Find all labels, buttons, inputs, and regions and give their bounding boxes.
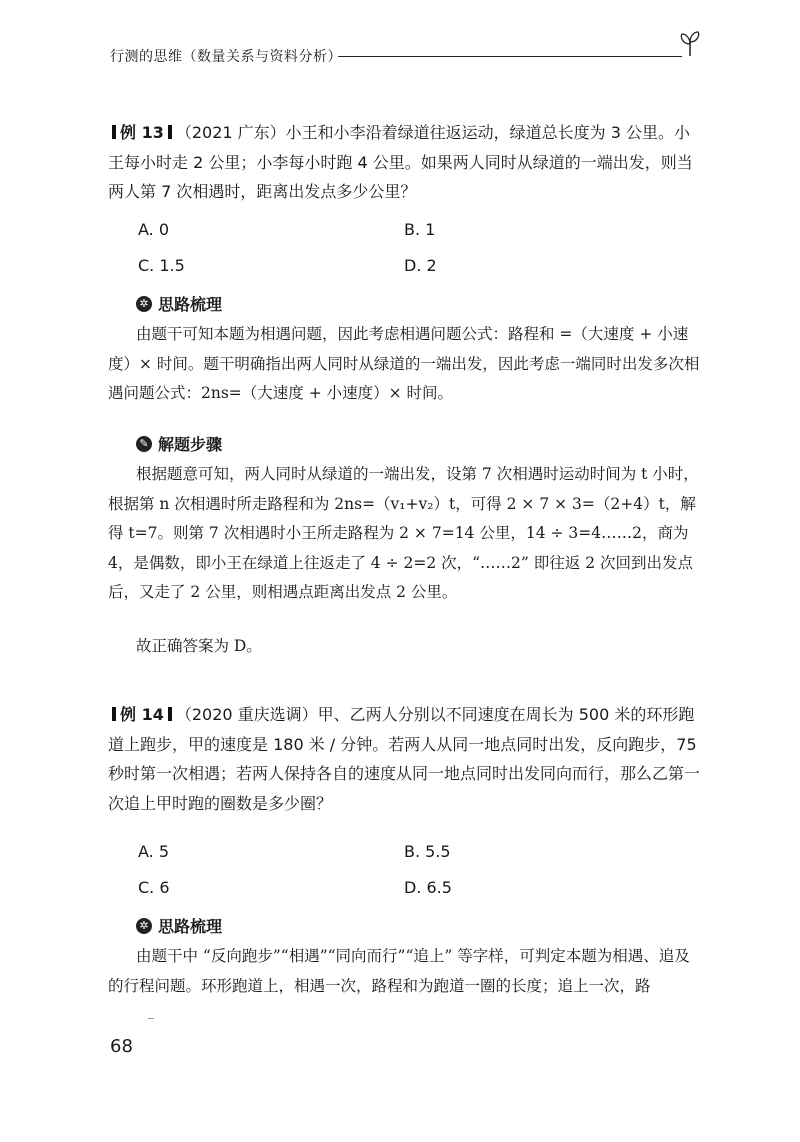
section-thinking-13 xyxy=(136,292,222,315)
example-14-question xyxy=(108,700,704,818)
option-a: A. 5 xyxy=(138,842,170,861)
label-bar-left xyxy=(112,125,116,139)
thinking-text-14: 由题干中 “反向跑步”“相遇”“同向而行”“追上” 等字样，可判定本题为相遇、追及的行程问题。环形跑道上，相遇一次，路程和为跑道一圈的长度；追上一次，路 xyxy=(108,947,690,995)
label-bar-right xyxy=(168,707,172,721)
section-title: 解题步骤 xyxy=(158,435,223,454)
gear-icon: ✲ xyxy=(136,918,152,934)
option-a: A. 0 xyxy=(138,220,170,239)
section-solution-13 xyxy=(136,432,222,455)
example-14-text: 甲、乙两人分别以不同速度在周长为 500 米的环形跑道上跑步，甲的速度是 180 米 / 分钟。若两人从同一地点同时出发，反向跑步，75 秒时第一次相遇；若两人保持各自的速度从同一地点同时出发同向而行，那么乙第一次追上甲时跑的圈数是多少圈？ xyxy=(108,705,701,813)
pen-icon: ✎ xyxy=(136,436,152,452)
thinking-text-13: 由题干可知本题为相遇问题，因此考虑相遇问题公式：路程和 =（大速度 + 小速度）× 时间。题干明确指出两人同时从绿道的一端出发，因此考虑一端同时出发多次相遇问题公式：2ns=（大速度 + 小速度）× 时间。 xyxy=(108,325,700,402)
option-c: C. 1.5 xyxy=(138,256,185,275)
section-title: 思路梳理 xyxy=(158,295,223,314)
example-13-label: 例 13 xyxy=(120,123,164,142)
label-bar-left xyxy=(112,707,116,721)
option-b: B. 1 xyxy=(404,220,436,239)
page-number: 68 xyxy=(110,1036,133,1057)
example-13-question xyxy=(108,118,704,207)
running-header: 行测的思维（数量关系与资料分析） xyxy=(110,49,342,65)
gear-icon: ✲ xyxy=(136,296,152,312)
example-13-text: 小王和小李沿着绿道往返运动，绿道总长度为 3 公里。小王每小时走 2 公里；小李每小时跑 4 公里。如果两人同时从绿道的一端出发，则当两人第 7 次相遇时，距离出发点多少公里？ xyxy=(108,123,693,201)
section-thinking-14 xyxy=(136,914,222,937)
option-c: C. 6 xyxy=(138,878,170,897)
header-rule xyxy=(338,56,682,57)
section-title: 思路梳理 xyxy=(158,917,223,936)
example-13-source: （2021 广东） xyxy=(175,123,286,142)
margin-mark xyxy=(148,1018,154,1019)
label-bar-right xyxy=(168,125,172,139)
example-14-source: （2020 重庆选调） xyxy=(175,705,318,724)
option-d: D. 2 xyxy=(404,256,437,275)
answer-13: 故正确答案为 D。 xyxy=(136,637,262,655)
option-b: B. 5.5 xyxy=(404,842,451,861)
example-14-label: 例 14 xyxy=(120,705,164,724)
sprout-icon xyxy=(676,28,704,58)
solution-text-13: 根据题意可知，两人同时从绿道的一端出发，设第 7 次相遇时运动时间为 t 小时，根据第 n 次相遇时所走路程和为 2ns=（v₁+v₂）t，可得 2 × 7 × 3=（2+4）t，解得 t=7。则第 7 次相遇时小王所走路程为 2 × 7=14 公里，14 ÷ 3=4……2，商为 4，是偶数，即小王在绿道上往返走了 4 ÷ 2=2 次，“……2” 即往返 2 次回到出发点后，又走了 2 公里，则相遇点距离出发点 2 公里。 xyxy=(108,465,699,601)
option-d: D. 6.5 xyxy=(404,878,452,897)
